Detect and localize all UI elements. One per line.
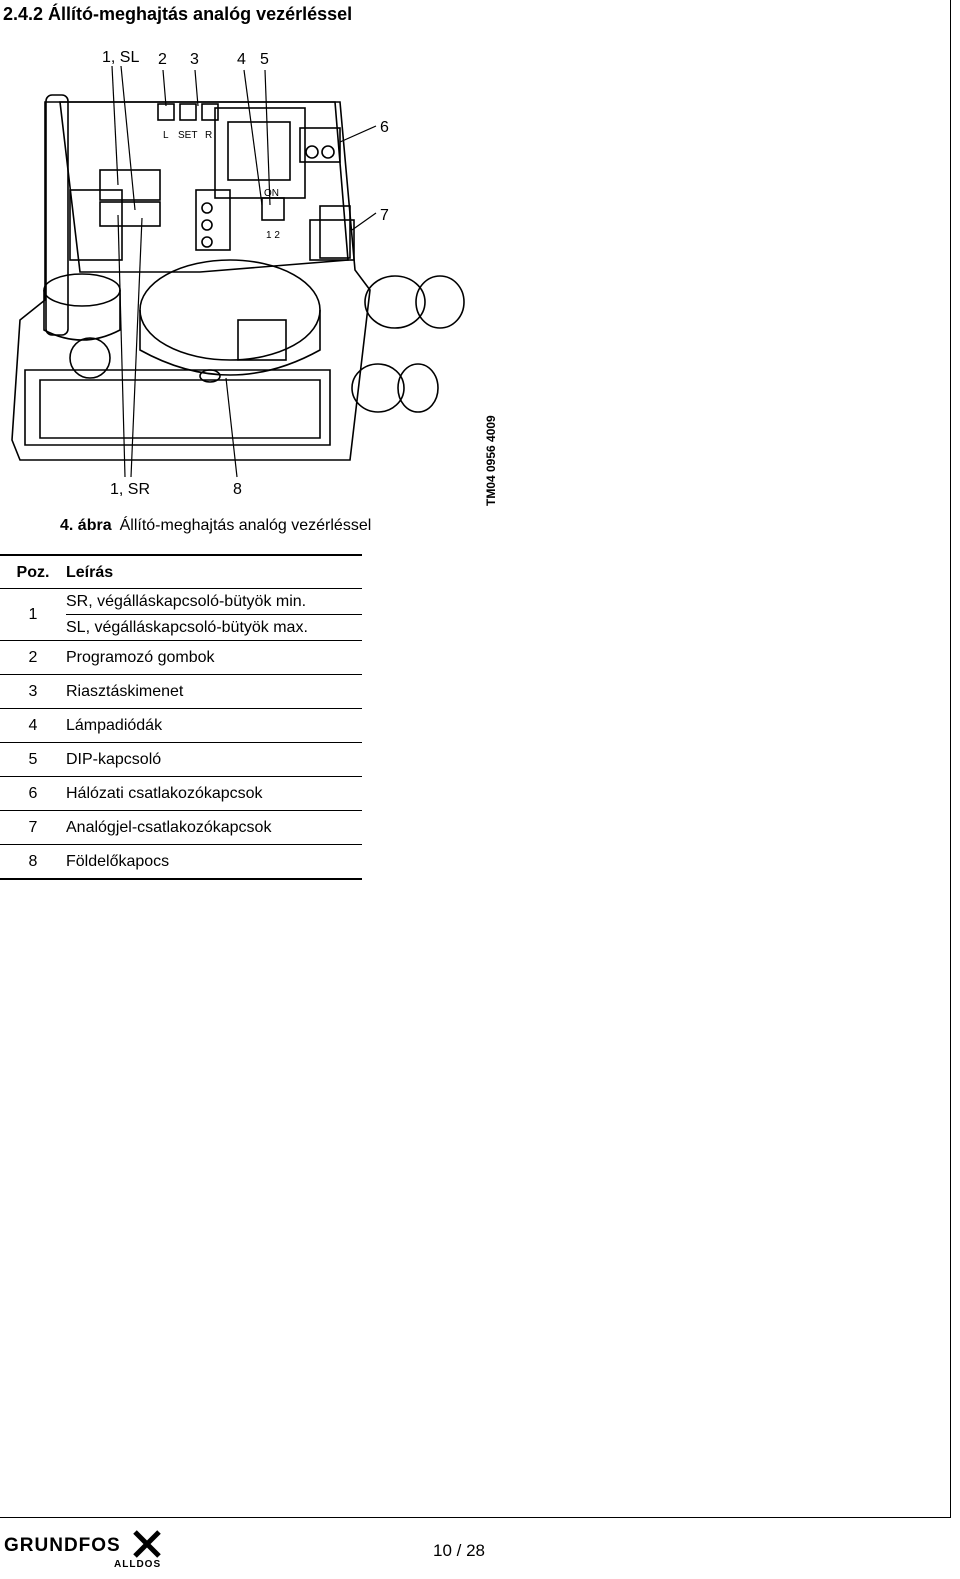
row-pos: 4 [0, 709, 66, 743]
row-desc: SR, végálláskapcsoló-bütyök min. [66, 589, 362, 615]
row-desc: Hálózati csatlakozókapcsok [66, 777, 362, 811]
label-dip: 1 2 [266, 230, 280, 241]
row-pos: 7 [0, 811, 66, 845]
table-header-row [0, 555, 362, 589]
label-r: R [205, 130, 213, 141]
actuator-diagram [0, 40, 520, 520]
callout-2: 2 [158, 51, 167, 68]
row-desc: Analógjel-csatlakozókapcsok [66, 811, 362, 845]
row-pos: 2 [0, 641, 66, 675]
callout-6: 6 [380, 119, 389, 136]
page-number: 10 / 28 [433, 1541, 485, 1560]
brand-x-icon [132, 1529, 162, 1559]
sub-brand-name: ALLDOS [114, 1559, 162, 1570]
motor-label-plate [238, 320, 286, 360]
table-row [0, 709, 362, 743]
row-desc: Programozó gombok [66, 641, 362, 675]
mains-terminal [300, 128, 340, 162]
table-row [0, 811, 362, 845]
row-desc: Földelőkapocs [66, 845, 362, 880]
row-pos: 8 [0, 845, 66, 880]
callout-3: 3 [190, 51, 199, 68]
footer-divider [0, 1517, 950, 1518]
callout-8: 8 [233, 481, 242, 498]
brand-name: GRUNDFOS [4, 1535, 121, 1556]
callout-1-sr: 1, SR [110, 481, 151, 498]
section-heading: 2.4.2 Állító-meghajtás analóg vezérléssel [3, 4, 353, 24]
row-pos: 3 [0, 675, 66, 709]
table-row [0, 641, 362, 675]
figure-caption [60, 517, 371, 535]
callout-4: 4 [237, 51, 246, 68]
table-row [0, 777, 362, 811]
row-pos: 6 [0, 777, 66, 811]
button-set [180, 104, 196, 120]
label-l: L [163, 130, 169, 141]
alarm-terminal [196, 190, 230, 250]
row-desc: Lámpadiódák [66, 709, 362, 743]
table-row [0, 589, 362, 615]
label-set: SET [178, 130, 198, 141]
label-on: ON [264, 188, 279, 199]
caption-text: Állító-meghajtás analóg vezérléssel [119, 517, 372, 534]
figure-code: TM04 0956 4009 [484, 415, 498, 506]
header-pos: Poz. [0, 555, 66, 589]
callout-7: 7 [380, 207, 389, 224]
button-l [158, 104, 174, 120]
row-pos: 5 [0, 743, 66, 777]
callout-1-sl: 1, SL [102, 49, 140, 66]
row-desc: Riasztáskimenet [66, 675, 362, 709]
motor [140, 260, 320, 360]
caption-number: 4. ábra [60, 517, 112, 534]
table-row [0, 675, 362, 709]
header-desc: Leírás [66, 555, 362, 589]
row-pos: 1 [0, 589, 66, 641]
dip-switch [262, 198, 284, 220]
legend-table [0, 554, 362, 880]
row-desc: DIP-kapcsoló [66, 743, 362, 777]
table-row [0, 845, 362, 880]
cable-gland-lower [352, 364, 404, 412]
grundfos-logo [4, 1527, 164, 1575]
callout-5: 5 [260, 51, 269, 68]
table-row [0, 743, 362, 777]
row-desc: SL, végálláskapcsoló-bütyök max. [66, 615, 362, 641]
page-border-right [950, 0, 951, 1518]
